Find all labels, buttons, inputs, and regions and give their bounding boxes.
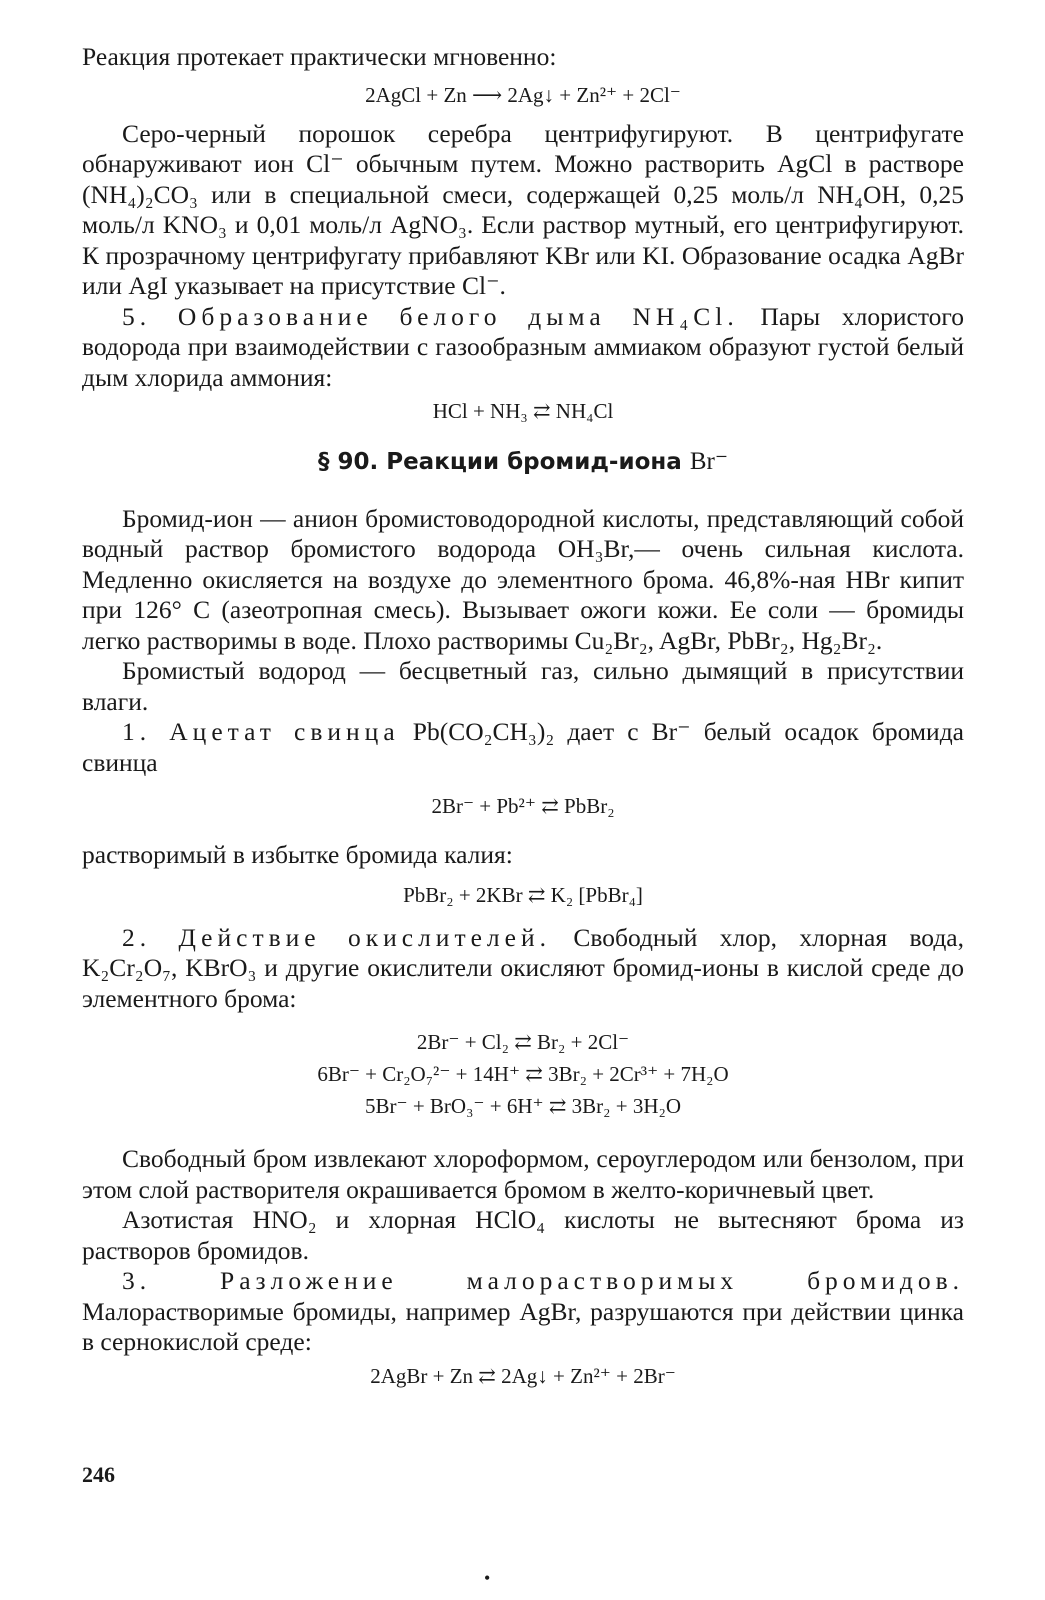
footer-dot: • [484,1568,491,1588]
paragraph-text: Малорастворимые бромиды, например AgBr, разрушаются при действии цинка в сернокислой среде: [82,1296,964,1356]
paragraph: Свободный бром извлекают хлороформом, сероуглеродом или бензолом, при этом слой растворителя окрашивается бромом в желто-коричневый цвет. [82,1144,964,1204]
page-number: 246 [82,1462,115,1487]
paragraph: Бромид-ион — анион бромистоводородной кислоты, представляющий собой водный раствор бромистого водорода OH₃Br,— очень сильная кислота. Медленно окисляется на воздухе до элементного брома. 46,8%-ная HBr кипит при 126° C (азеотропная смесь). Вызывает ожоги кожи. Ее соли — бромиды легко растворимы в воде. Плохо растворимы Cu₂Br₂, AgBr, PbBr₂, Hg₂Br₂. [82,503,964,655]
paragraph-text: Пары хлористого водорода при взаимодействии с газообразным аммиаком образуют густой белый дым хлорида аммония: [82,301,964,392]
section-heading-ion: Br⁻ [689,448,729,475]
paragraph [82,923,964,1015]
section-heading-text: § 90. Реакции бромид-иона [317,449,682,475]
section-heading [82,447,964,478]
paragraph-text: Pb(CO₂CH₃)₂ дает с Br⁻ белый осадок бромида свинца [82,717,964,777]
paragraph: Серо-черный порошок серебра центрифугируют. В центрифугате обнаруживают ион Cl⁻ обычным путем. Можно растворить AgCl в растворе (NH₄)₂CO₃ или в специальной смеси, содержащей 0,25 моль/л NH₄OH, 0,25 моль/л KNO₃ и 0,01 моль/л AgNO₃. Если раствор мутный, его центрифугируют. К прозрачному центрифугату прибавляют KBr или KI. Образование осадка AgBr или AgI указывает на присутствие Cl⁻. [82,118,964,300]
paragraph-lead: 2. Действие окислителей. [122,922,551,952]
equation: PbBr₂ + 2KBr ⇄ K₂ [PbBr₄] [403,882,643,907]
paragraph [82,302,964,394]
paragraph-text: Свободный хлор, хлорная вода, K₂Cr₂O₇, KBrO₃ и другие окислители окисляют бромид-ионы в кислой среде до элементного брома: [82,922,964,1013]
paragraph: растворимый в избытке бромида калия: [82,840,513,869]
equation: 2AgBr + Zn ⇄ 2Ag↓ + Zn²⁺ + 2Br⁻ [370,1363,676,1388]
equation: 6Br⁻ + Cr₂O₇²⁻ + 14H⁺ ⇄ 3Br₂ + 2Cr³⁺ + 7H₂O [317,1062,729,1086]
paragraph-lead: 5. Образование белого дыма NH₄Cl. [122,301,739,331]
equation: 2Br⁻ + Pb²⁺ ⇄ PbBr₂ [431,794,615,818]
paragraph [82,1266,964,1358]
paragraph: Бромистый водород — бесцветный газ, сильно дымящий в присутствии влаги. [82,656,964,716]
equation: 2AgCl + Zn ⟶ 2Ag↓ + Zn²⁺ + 2Cl⁻ [365,82,681,107]
paragraph: Азотистая HNO₂ и хлорная HClO₄ кислоты не вытесняют брома из растворов бромидов. [82,1205,964,1265]
page-body [82,42,964,1394]
paragraph: Реакция протекает практически мгновенно: [82,42,557,71]
equation: HCl + NH₃ ⇄ NH₄Cl [432,399,614,423]
paragraph [82,717,964,778]
equation: 5Br⁻ + BrO₃⁻ + 6H⁺ ⇄ 3Br₂ + 3H₂O [364,1094,681,1118]
equation-group [82,1028,964,1120]
equation: 2Br⁻ + Cl₂ ⇄ Br₂ + 2Cl⁻ [416,1030,630,1054]
paragraph-lead: 3. Разложение малорастворимых бромидов. [122,1266,964,1295]
paragraph-lead: 1. Ацетат свинца [122,717,400,746]
